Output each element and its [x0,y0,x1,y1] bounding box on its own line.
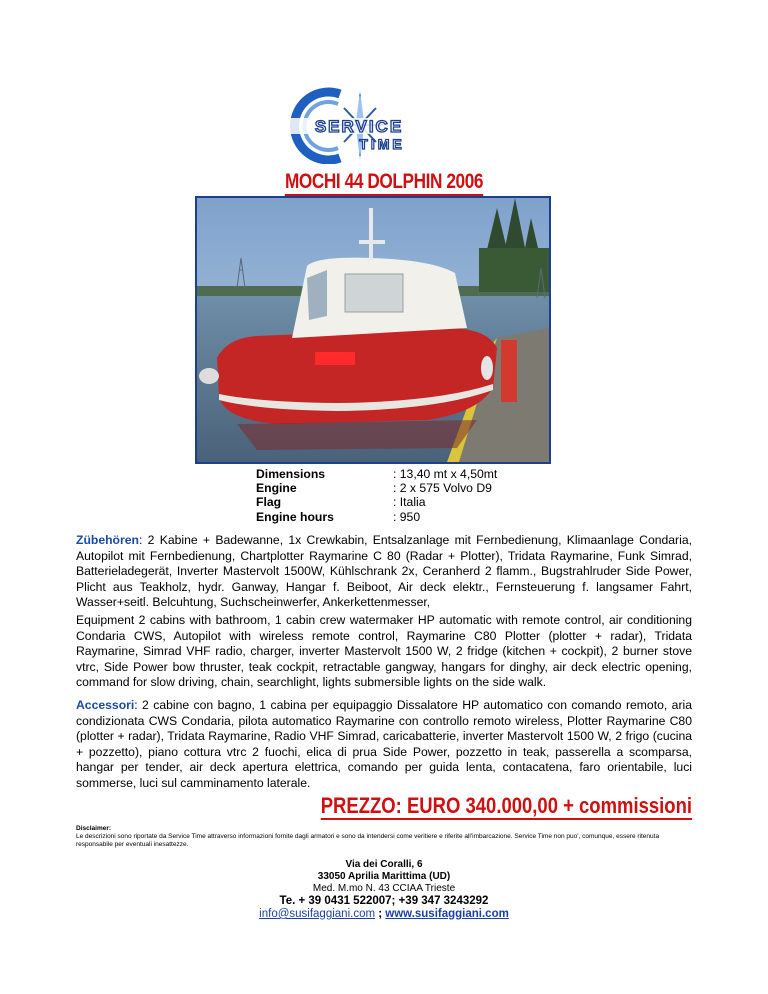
footer-address: Via dei Coralli, 6 [345,859,423,870]
italian-description [76,698,692,791]
link-separator: ; [375,908,386,920]
boat-title: MOCHI 44 DOLPHIN 2006 [69,170,699,194]
footer-phone: Te. + 39 0431 522007; +39 347 3243292 [279,895,489,907]
service-time-logo [278,86,440,164]
spec-row-dimensions [256,467,497,481]
disclaimer-heading: Disclaimer: [76,825,112,832]
logo-text-service: SERVICE [314,117,404,136]
spec-label: Flag [256,495,282,510]
german-description [76,533,692,611]
spec-row-engine [256,481,497,495]
spec-value: : 13,40 mt x 4,50mt [393,467,498,481]
logo-text-time: TIME [359,136,405,152]
spec-row-engine-hours [256,510,497,524]
specs-table [256,467,497,524]
italian-text: : 2 cabine con bagno, 1 cabina per equipaggio Dissalatore HP automatico con comando remoto, aria condizionata CWS Condaria, pilota automatico Raymarine con controllo remoto wireless, Plotter Raymarine C80 (plotter + radar), Tridata Raymarine, Radio VHF Simrad, caricabatterie, inverter Mastervolt 1500 W, 2 frigo (cucina + pozzetto), piano cottura vtrc 2 fuochi, elica di prua Side Power, pozzetto in teak, passerella a scomparsa, hangar per tender, air deck apertura elettrica, comando per guida lenta, contacatena, faro orientabile, luci sommerse, luci sul camminamento laterale. [76,698,692,790]
spec-value: : Italia [393,495,426,510]
disclaimer [76,825,696,849]
english-description [76,613,692,691]
spec-value: : 2 x 575 Volvo D9 [393,481,492,496]
spec-row-flag [256,495,497,509]
footer-registry: Med. M.mo N. 43 CCIAA Trieste [312,883,456,894]
email-link[interactable]: info@susifaggiani.com [259,908,376,920]
disclaimer-text: Le descrizioni sono riportate da Service Time attraverso informazioni fornite dagli armatori e sono da intendersi come veritiere e riferite all'imbarcazione. Service Time non puo', comunque, essere ritenuta responsabile per eventuali inesattezze. [76,833,660,848]
spec-label: Engine hours [256,509,334,524]
spec-label: Engine [256,481,297,496]
footer-city: 33050 Aprilia Marittima (UD) [317,871,451,882]
contact-footer [0,859,768,921]
german-text: : 2 Kabine + Badewanne, 1x Crewkabin, Entsalzanlage mit Fernbedienung, Klimaanlage Condaria, Autopilot mit Fernbedienung, Chartplotter Raymarine C 80 (Radar + Plotter), Tridata Raymarine, Funk Simrad, Batterieladegerät, Inverter Mastervolt 1500W, Kühlschrank 2x, Ceranherd 2 flamm., Bugstrahlruder Side Power, Plicht aus Teakholz, hydr. Ganway, Hangar f. Beiboot, Air deck elektr., Fernsteuerung f. langsamer Fahrt, Wasser+seitl. Belcuhtung, Suchscheinwerfer, Ankerkettenmesser, [76,533,692,609]
german-heading: Zübehören [76,533,139,547]
english-text: Equipment 2 cabins with bathroom, 1 cabin crew watermaker HP automatic with remote control, air conditioning Condaria CWS, Autopilot with wireless remote control, Raymarine C80 Plotter (plotter + radar), Tridata Raymarine, Simrad VHF radio, charger, inverter Mastervolt 1500 W, 2 fridge (kitchen + cockpit), 2 burner stove vtrc, Side Power bow thruster, teak cockpit, retractable gangway, hangars for dinghy, air deck electric opening, command for slow driving, chain, searchlight, lights submersible lights on the side walk. [76,613,692,689]
price: PREZZO: EURO 340.000,00 + commissioni [320,793,692,818]
boat-photo [195,196,551,464]
spec-label: Dimensions [256,467,326,481]
website-link[interactable]: www.susifaggiani.com [385,908,509,920]
spec-value: : 950 [393,509,421,524]
italian-heading: Accessori [76,698,135,712]
